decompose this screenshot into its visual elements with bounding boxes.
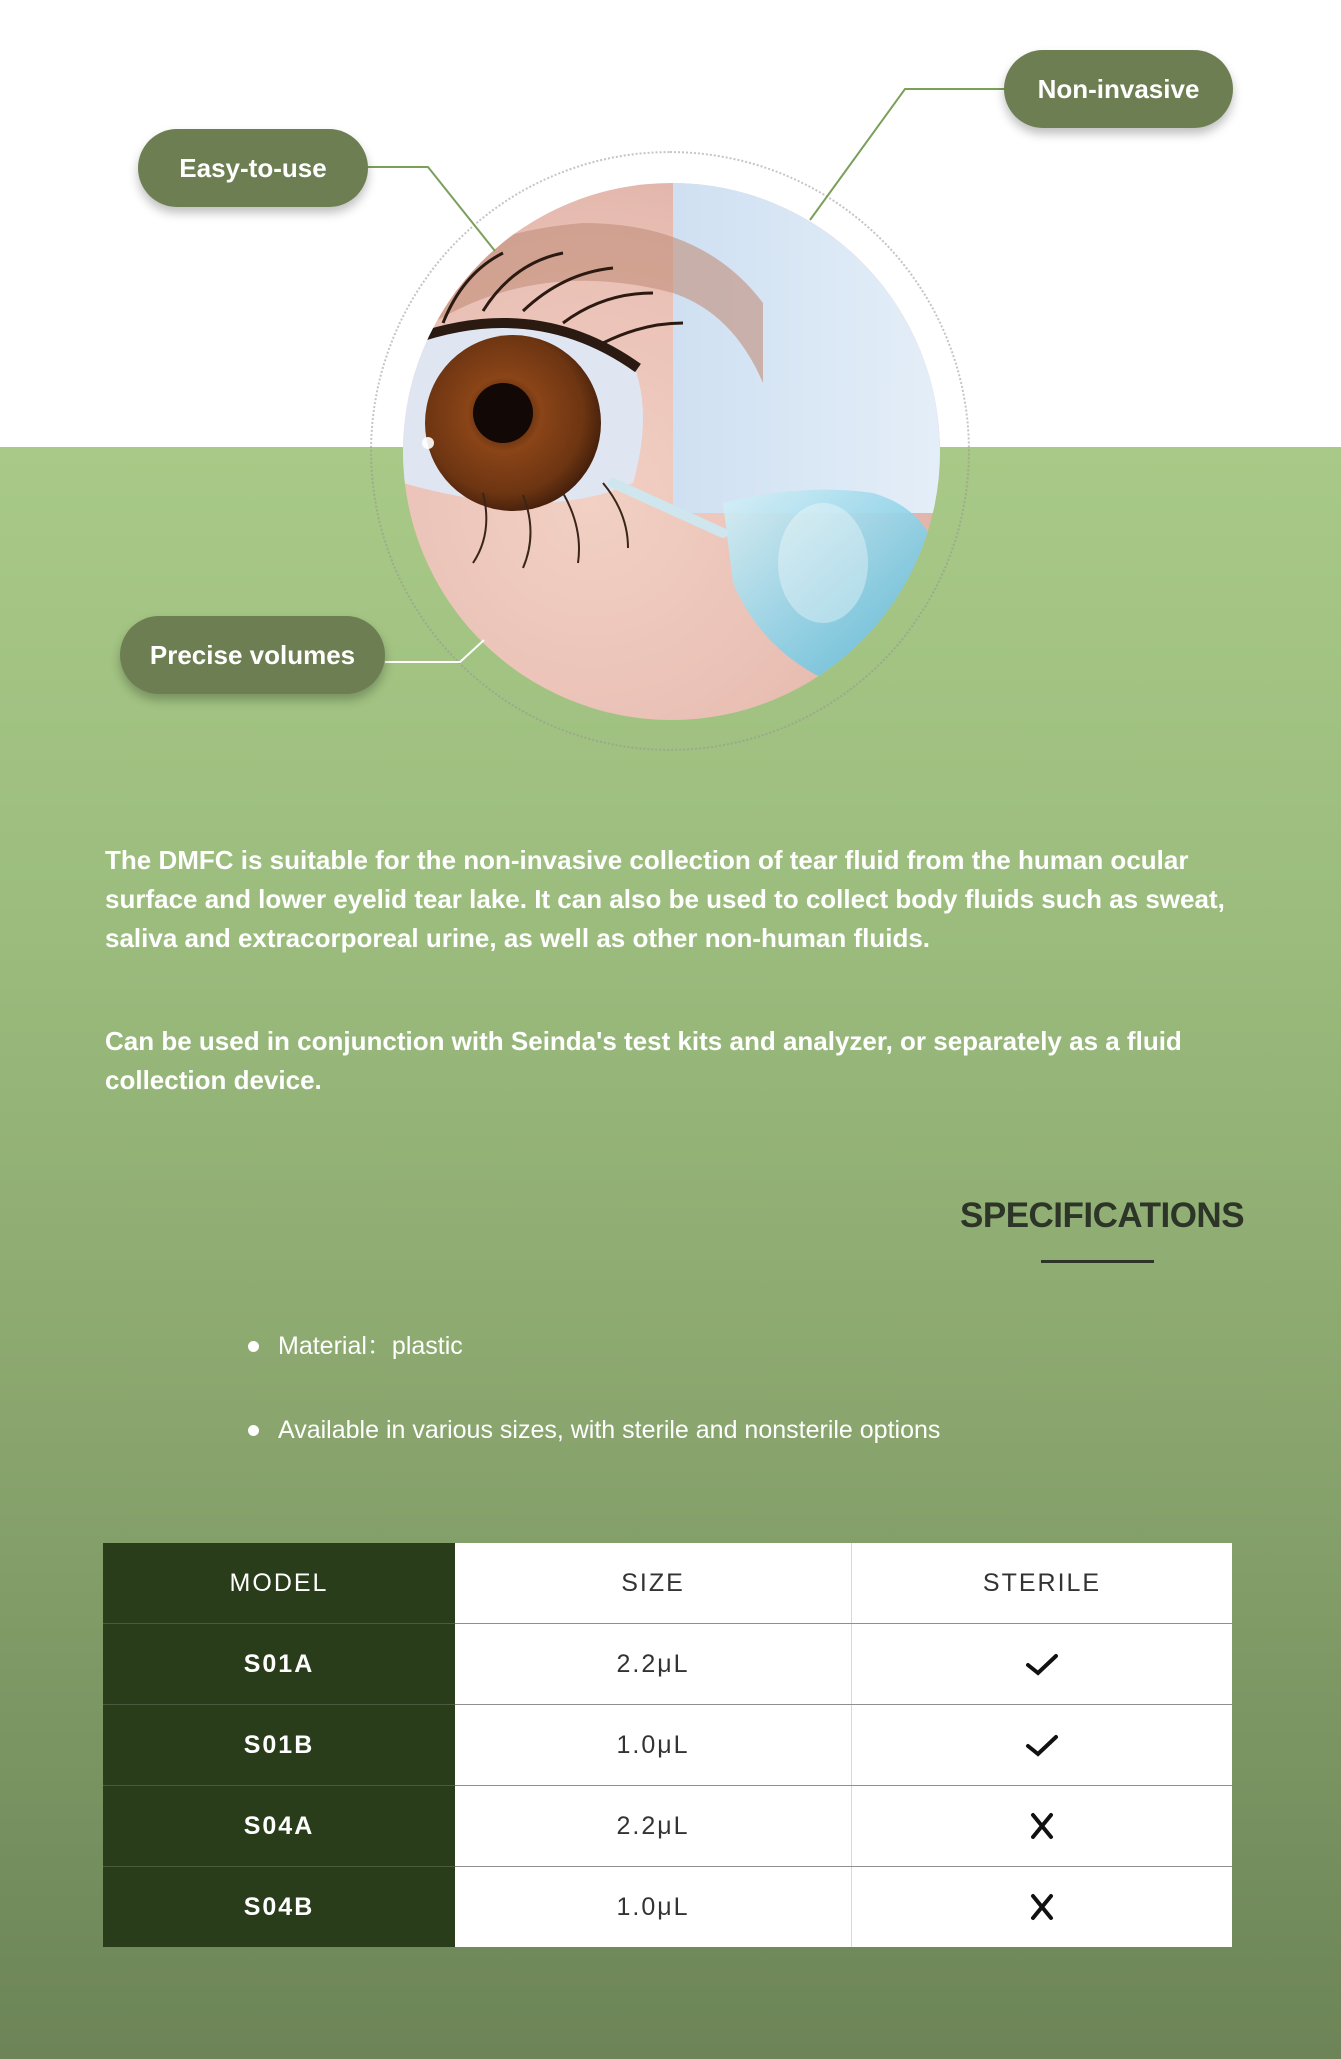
title-underline [1041,1260,1154,1263]
intro-paragraph-2: Can be used in conjunction with Seinda's test kits and analyzer, or separately as a fluid collection device. [105,1026,1182,1095]
checkmark-icon [1025,1649,1059,1679]
table-row [103,1705,1232,1786]
spec-bullet-item [248,1413,940,1497]
cross-icon [1025,1811,1059,1841]
cell-size: 2.2μL [455,1624,852,1705]
header-size: SIZE [455,1543,852,1624]
cell-model: S01A [103,1624,455,1705]
cell-sterile [852,1705,1233,1786]
intro-paragraph-1: The DMFC is suitable for the non-invasive collection of tear fluid from the human ocular surface and lower eyelid tear lake. It can also be used to collect body fluids such as sweat, saliva and extracorporeal urine, as well as other non-human fluids. [105,845,1225,953]
feature-pill-non-invasive: Non-invasive [1004,50,1233,128]
table-row [103,1624,1232,1705]
table-header-row [103,1543,1232,1624]
spec-bullet-item [248,1329,940,1413]
spec-bullet-text: Material：plastic [278,1332,463,1360]
specifications-title: SPECIFICATIONS [960,1196,1245,1235]
cell-sterile [852,1786,1233,1867]
spec-bullet-text: Available in various sizes, with sterile and nonsterile options [278,1416,941,1444]
bullet-dot-icon [248,1425,259,1436]
table-row [103,1867,1232,1948]
cell-model: S04B [103,1867,455,1948]
header-model: MODEL [103,1543,455,1624]
cross-icon [1025,1892,1059,1922]
cell-sterile [852,1624,1233,1705]
cell-size: 2.2μL [455,1786,852,1867]
bullet-dot-icon [248,1341,259,1352]
cell-size: 1.0μL [455,1705,852,1786]
feature-pill-precise-volumes: Precise volumes [120,616,385,694]
cell-model: S04A [103,1786,455,1867]
cell-model: S01B [103,1705,455,1786]
checkmark-icon [1025,1730,1059,1760]
model-table [103,1543,1232,1947]
feature-pill-easy-to-use: Easy-to-use [138,129,368,207]
spec-bullet-list [248,1329,940,1497]
header-sterile: STERILE [852,1543,1233,1624]
table-row [103,1786,1232,1867]
cell-sterile [852,1867,1233,1948]
cell-size: 1.0μL [455,1867,852,1948]
